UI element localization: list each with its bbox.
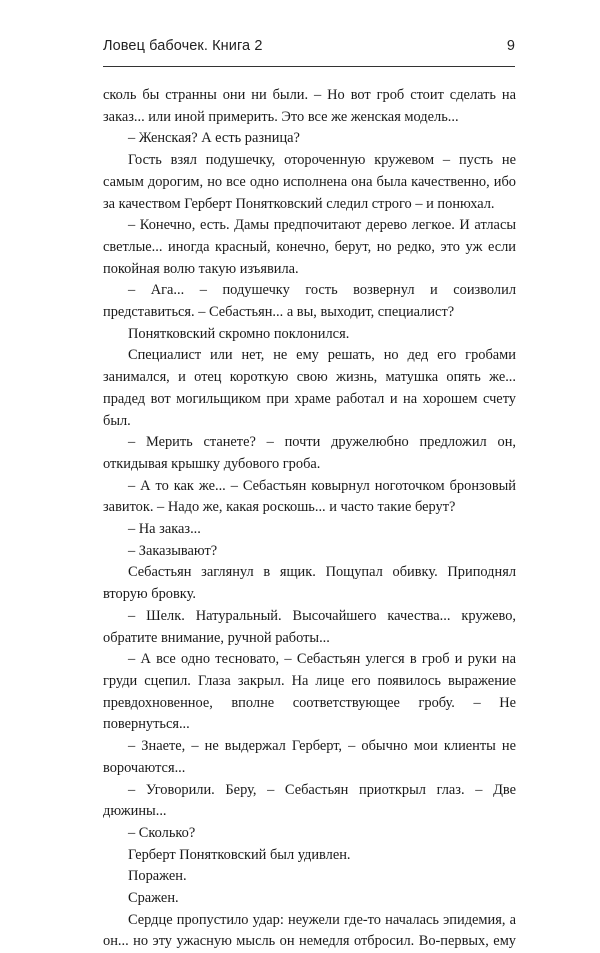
paragraph: – А все одно тесновато, – Себастьян улегся в гроб и руки на груди сцепил. Глаза закрыл. На лице его появилось выражение превдохновенное, вполне соответствующее гробу. – Не повернуться...	[103, 651, 516, 733]
paragraph: – Уговорили. Беру, – Себастьян приоткрыл глаз. – Две дюжины...	[103, 781, 516, 820]
paragraph: – Женская? А есть разница?	[128, 130, 300, 147]
header-rule	[103, 66, 515, 67]
page-number: 9	[506, 38, 515, 54]
paragraph: Себастьян заглянул в ящик. Пощупал обивку. Приподнял вторую бровку.	[103, 564, 516, 603]
paragraph: – Конечно, есть. Дамы предпочитают дерево легкое. И атласы светлые... иногда красный, конечно, берут, но редко, это уж если покойная волю такую изъявила.	[103, 217, 516, 277]
paragraph: – А то как же... – Себастьян ковырнул ноготочком бронзовый завиток. – Надо же, какая роскошь... и часто такие берут?	[103, 477, 516, 516]
running-head	[103, 38, 515, 60]
paragraph: Специалист или нет, не ему решать, но дед его гробами занимался, и отец короткую свою жизнь, матушка опять же... прадед вот могильщиком при храме работал и на хорошем счету был.	[103, 347, 516, 429]
paragraph: Сражен.	[128, 890, 179, 907]
paragraph: – На заказ...	[128, 521, 201, 538]
body-text	[103, 85, 516, 953]
paragraph: – Знаете, – не выдержал Герберт, – обычно мои клиенты не ворочаются...	[103, 738, 516, 776]
paragraph: Гость взял подушечку, отороченную кружевом – пусть не самым дорогим, но все одно исполнена она была качественно, ибо за качеством Герберт Понятковский следил строго – и понюхал.	[103, 152, 516, 212]
paragraph: – Заказывают?	[128, 542, 218, 559]
paragraph: Поражен.	[128, 868, 187, 885]
paragraph: сколь бы странны они ни были. – Но вот гроб стоит сделать на заказ... или иной примерить. Это все же женская модель...	[103, 87, 516, 125]
paragraph: – Шелк. Натуральный. Высочайшего качества... кружево, обратите внимание, ручной работы...	[103, 607, 516, 646]
paragraph: – Сколько?	[128, 824, 196, 841]
paragraph: – Мерить станете? – почти дружелюбно предложил он, откидывая крышку дубового гроба.	[103, 434, 516, 472]
book-title: Ловец бабочек. Книга 2	[103, 38, 263, 54]
paragraph: Сердце пропустило удар: неужели где-то началась эпидемия, а он... но эту ужасную мысль он немедля отбросил. Во-первых, ему	[103, 911, 516, 950]
paragraph: – Ага... – подушечку гость возвернул и соизволил представиться. – Себастьян... а вы, выходит, специалист?	[103, 282, 516, 321]
paragraph: Понятковский скромно поклонился.	[128, 325, 350, 342]
paragraph: Герберт Понятковский был удивлен.	[128, 846, 351, 863]
